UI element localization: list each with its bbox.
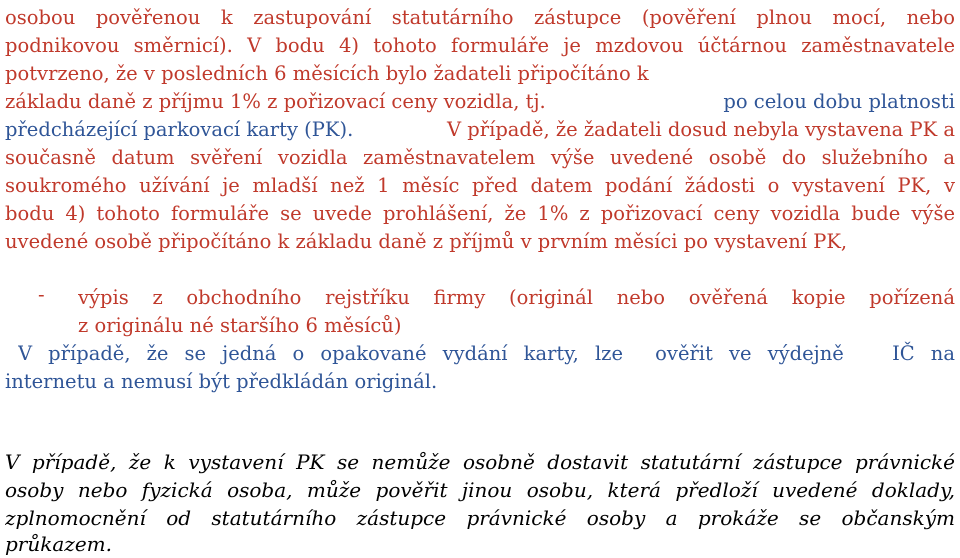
bullet-item-line1: výpis z obchodního rejstříku firmy (originál nebo ověřená kopie pořízená: [78, 286, 955, 309]
paragraph1-line3: potvrzeno, že v posledních 6 měsících bylo žadateli připočítáno k: [5, 62, 649, 85]
paragraph1-line2: podnikovou směrnicí). V bodu 4) tohoto formuláře je mzdovou účtárnou zaměstnavatele: [5, 34, 955, 57]
italic-paragraph-line1: V případě, že k vystavení PK se nemůže osobně dostavit statutární zástupce právnické: [5, 450, 955, 474]
paragraph1-line4-red: základu daně z příjmu 1% z pořizovací ceny vozidla, tj.: [5, 90, 546, 113]
paragraph1-line8: bodu 4) tohoto formuláře se uvede prohlášení, že 1% z pořizovací ceny vozidla bude výše: [5, 202, 955, 225]
paragraph1-line5-red: V případě, že žadateli dosud nebyla vystavena PK a: [447, 118, 955, 141]
paragraph1-line7: soukromého užívání je mladší než 1 měsíc před datem podání žádosti o vystavení PK, v: [5, 174, 955, 197]
paragraph1-line4-blue: po celou dobu platnosti: [723, 90, 955, 113]
italic-paragraph-line3: zplnomocnění od statutárního zástupce právnické osoby a prokáže se občanským: [5, 506, 955, 530]
paragraph1-line5-blue: předcházející parkovací karty (PK).: [5, 118, 354, 141]
italic-paragraph-line4: průkazem.: [5, 532, 112, 556]
paragraph1-line4: [5, 88, 955, 116]
italic-paragraph-line2: osoby nebo fyzická osoba, může pověřit jinou osobu, která předloží uvedené doklady,: [5, 478, 955, 502]
paragraph1-line5: [5, 116, 955, 144]
blue-note-line2: internetu a nemusí být předkládán originál.: [5, 370, 438, 393]
paragraph1-line1: osobou pověřenou k zastupování statutárního zástupce (pověření plnou mocí, nebo: [5, 6, 955, 29]
bullet-item-line2: z originálu né staršího 6 měsíců): [78, 314, 402, 337]
paragraph1-line6: současně datum svěření vozidla zaměstnavatelem výše uvedené osobě do služebního a: [5, 146, 955, 169]
paragraph1-line9: uvedené osobě připočítáno k základu daně z příjmů v prvním měsíci po vystavení PK,: [5, 230, 848, 253]
bullet-marker: -: [38, 283, 45, 306]
blue-note-line1: V případě, že se jedná o opakované vydání karty, lze ověřit ve výdejně IČ na: [18, 342, 955, 365]
